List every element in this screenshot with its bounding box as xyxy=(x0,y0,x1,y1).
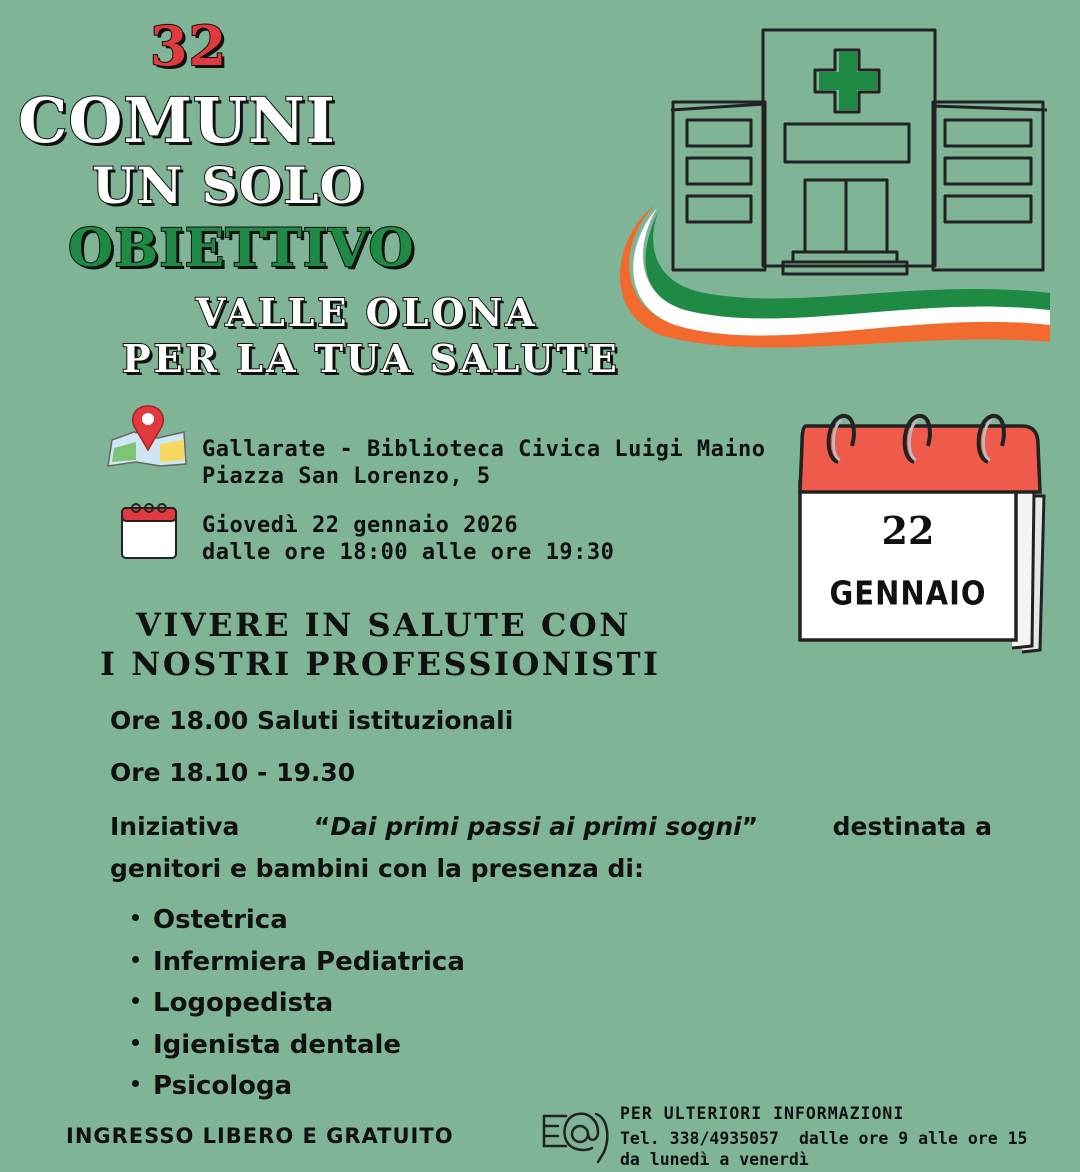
initiative-suffix: destinata a xyxy=(832,812,992,841)
headline-number: 32 xyxy=(150,14,228,78)
headline-obiettivo: OBIETTIVO xyxy=(68,218,415,279)
initiative-title-wrap: “Dai primi passi ai primi sogni” xyxy=(313,812,759,841)
date-day: Giovedì 22 gennaio 2026 xyxy=(202,513,519,538)
subtitle-per-la-tua-salute: PER LA TUA SALUTE xyxy=(122,336,620,381)
calendar-icon xyxy=(118,500,180,562)
list-item: Ostetrica xyxy=(132,905,465,947)
contact-hours: dalle ore 9 alle ore 15 xyxy=(798,1129,1028,1148)
calendar-badge-day: 22 xyxy=(881,508,935,553)
list-item: Igienista dentale xyxy=(132,1030,465,1072)
list-item: Logopedista xyxy=(132,988,465,1030)
contact-phone-line xyxy=(620,1129,1027,1148)
email-phone-icon xyxy=(540,1108,614,1166)
program-audience: genitori e bambini con la presenza di: xyxy=(110,854,644,883)
contact-title: PER ULTERIORI INFORMAZIONI xyxy=(620,1104,905,1123)
program-item-session: Ore 18.10 - 19.30 xyxy=(110,758,356,787)
map-pin-icon xyxy=(106,404,188,468)
headline-comuni: COMUNI xyxy=(18,84,336,157)
contact-days: da lunedì a venerdì xyxy=(620,1150,809,1169)
contact-phone: Tel. 338/4935057 xyxy=(620,1129,779,1148)
section-title-line1: VIVERE IN SALUTE CON xyxy=(136,606,632,644)
subtitle-valle-olona: VALLE OLONA xyxy=(196,290,538,335)
initiative-title: Dai primi passi ai primi sogni xyxy=(330,812,742,841)
program-initiative xyxy=(110,812,992,841)
event-date xyxy=(202,512,614,566)
section-title-line2: I NOSTRI PROFESSIONISTI xyxy=(100,645,661,683)
list-item: Infermiera Pediatrica xyxy=(132,947,465,989)
free-entry-note: INGRESSO LIBERO E GRATUITO xyxy=(66,1124,454,1148)
date-time: dalle ore 18:00 alle ore 19:30 xyxy=(202,540,615,565)
calendar-badge-month: GENNAIO xyxy=(829,573,987,613)
location-venue: Gallarate - Biblioteca Civica Luigi Maino xyxy=(202,437,766,462)
location-address: Piazza San Lorenzo, 5 xyxy=(202,464,491,489)
initiative-prefix: Iniziativa xyxy=(110,812,240,841)
event-location xyxy=(202,436,766,490)
program-item-greetings: Ore 18.00 Saluti istituzionali xyxy=(110,706,514,735)
professionals-list xyxy=(132,905,465,1113)
headline-un-solo: UN SOLO xyxy=(92,156,365,215)
hospital-illustration xyxy=(615,20,1055,350)
list-item: Psicologa xyxy=(132,1071,465,1113)
